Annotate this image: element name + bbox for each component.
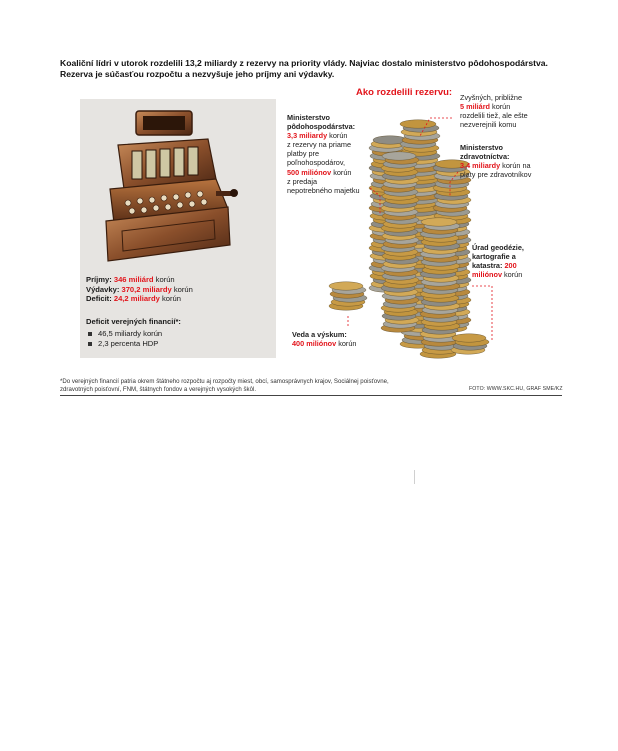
coin-stack-science: [329, 282, 367, 310]
annotation-geodesy: Úrad geodézie, kartografie a katastra: 200 miliónov korún: [472, 243, 524, 280]
expenses-value: 370,2 miliardy: [121, 284, 172, 294]
public-deficit-title: Deficit verejných financií*:: [86, 317, 181, 326]
health-value: 3,4 miliardy: [460, 161, 501, 171]
remaining-value: 5 miliárd: [460, 102, 491, 112]
photo-credit: FOTO: WWW.SKC.HU, GRAF SME/KZ: [469, 386, 563, 392]
cash-register-image: [88, 105, 238, 265]
annotation-science: Veda a výskum: 400 miliónov korún: [292, 330, 357, 349]
annotation-agriculture: Ministerstvo pôdohospodárstva: 3,3 miliardy korún z rezervy na priame platby pre poľnohospodárov, 500 miliónov korún z predaja nepotrebného majetku: [287, 113, 360, 195]
income-row: Príjmy: 346 miliárd korún: [86, 275, 175, 284]
agriculture-value-a: 3,3 miliardy: [287, 131, 328, 141]
bullet-icon: [88, 332, 92, 336]
leader-geodesy: [472, 286, 492, 341]
expenses-row: Výdavky: 370,2 miliardy korún: [86, 284, 193, 294]
headline-line-1: Koaliční lídri v utorok rozdelili 13,2 miliardy z rezervy na priority vlády. Najviac dostalo ministerstvo pôdohospodárstva.: [60, 58, 548, 68]
list-item: 46,5 miliardy korún: [88, 329, 181, 339]
coin-stack-agri-b: [381, 152, 419, 332]
annotation-remaining: Zvyšných, približne 5 miliárd korún rozdelili tiež, ale ešte nezverejnili komu: [460, 93, 528, 130]
footnote: *Do verejných financií patria okrem štátneho rozpočtu aj rozpočty miest, obcí, samosprávnych krajov, Sociálnej poisťovne, zdravotných poisťovní, FNM, štátnych fondov a verejných vysokých škôl.: [60, 378, 389, 393]
geodesy-value: 200: [504, 261, 517, 271]
graphic-title: Ako rozdelili rezervu:: [356, 87, 453, 98]
budget-panel: [80, 99, 276, 358]
headline: [60, 58, 560, 80]
public-deficit-box: [86, 317, 181, 349]
annotation-health: Ministerstvo zdravotníctva: 3,4 miliardy korún na platy pre zdravotníkov: [460, 143, 532, 180]
science-value: 400 miliónov: [292, 339, 337, 349]
headline-line-2: Rezerva je súčasťou rozpočtu a nezvyšuje jeho príjmy ani výdavky.: [60, 69, 335, 79]
divider-mark: [414, 470, 415, 484]
bullet-icon: [88, 342, 92, 346]
agriculture-value-b: 500 miliónov: [287, 167, 332, 177]
deficit-value: 24,2 miliardy: [113, 294, 160, 304]
coin-stack-geodesy: [451, 334, 489, 354]
deficit-row: Deficit: 24,2 miliardy korún: [86, 294, 181, 304]
income-value: 346 miliárd: [113, 275, 154, 284]
budget-stats: [86, 275, 193, 304]
divider: [60, 395, 562, 396]
list-item: 2,3 percenta HDP: [88, 339, 181, 349]
